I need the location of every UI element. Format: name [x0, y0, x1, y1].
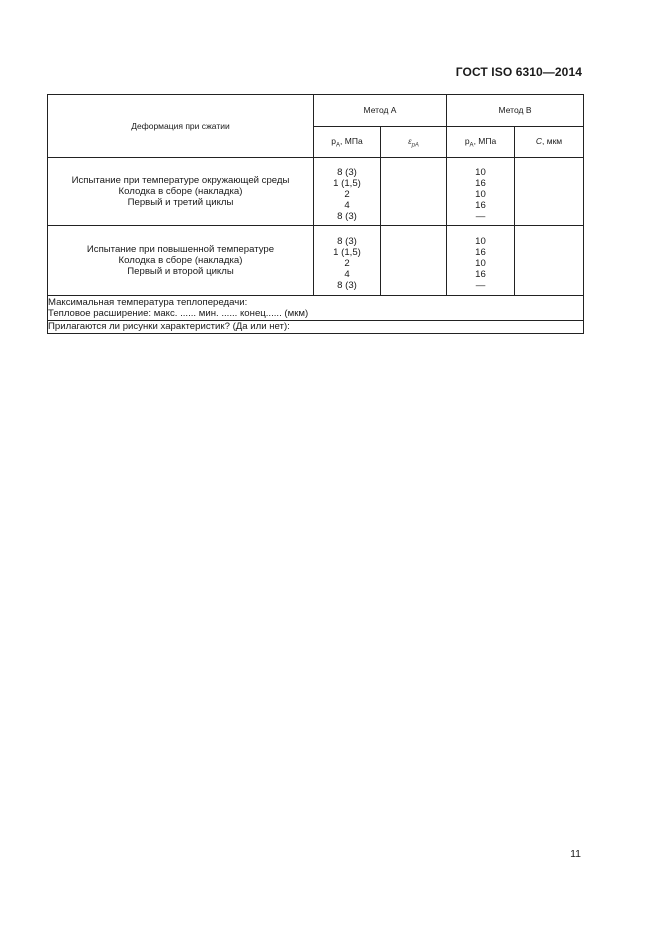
group1-c: [515, 158, 584, 226]
pa-method-b-header: $p_A$, МПа: [447, 126, 515, 158]
document-code: ГОСТ ISO 6310—2014: [455, 65, 582, 79]
deformation-header: Деформация при сжатии: [48, 95, 314, 158]
table-row: [48, 226, 584, 296]
footer-row-temperature: [48, 296, 584, 321]
header-row-1: [48, 95, 584, 127]
group1-pa-method-b: 10 16 10 16 —: [447, 158, 515, 226]
method-a-header: Метод А: [314, 95, 447, 127]
epsilon-header: $\varepsilon_{pA}$: [381, 126, 447, 158]
footer-temperature: Максимальная температура теплопередачи: Тепловое расширение: макс. ...... мин. ...... конец...... (мкм): [48, 296, 584, 321]
table-row: [48, 158, 584, 226]
footer-figures: Прилагаются ли рисунки характеристик? (Да или нет):: [48, 321, 584, 334]
group2-epsilon: [381, 226, 447, 296]
group1-epsilon: [381, 158, 447, 226]
compression-deformation-table: [47, 94, 584, 334]
group1-pa-method-a: 8 (3) 1 (1,5) 2 4 8 (3): [314, 158, 381, 226]
method-b-header: Метод В: [447, 95, 584, 127]
group2-pa-method-b: 10 16 10 16 —: [447, 226, 515, 296]
c-header: C, мкм: [515, 126, 584, 158]
group2-description: Испытание при повышенной температуре Колодка в сборе (накладка) Первый и второй циклы: [48, 226, 314, 296]
group2-c: [515, 226, 584, 296]
page-number: 11: [570, 848, 581, 860]
footer-row-figures: [48, 321, 584, 334]
group1-description: Испытание при температуре окружающей среды Колодка в сборе (накладка) Первый и третий циклы: [48, 158, 314, 226]
pa-method-a-header: $p_A$, МПа: [314, 126, 381, 158]
group2-pa-method-a: 8 (3) 1 (1,5) 2 4 8 (3): [314, 226, 381, 296]
